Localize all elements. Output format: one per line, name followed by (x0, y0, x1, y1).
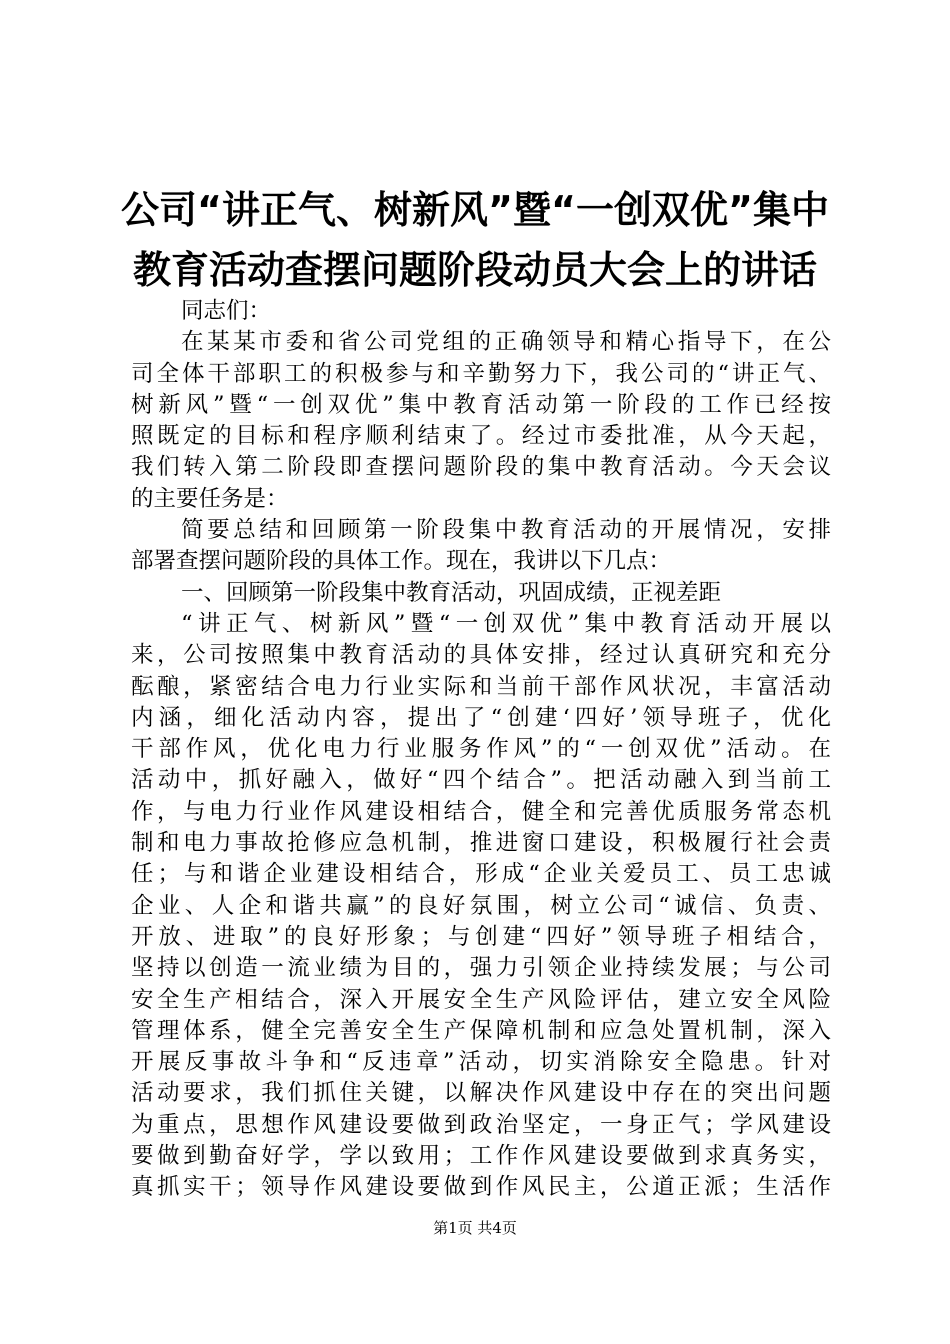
body-line: 管理体系，健全完善安全生产保障机制和应急处置机制，深入 (131, 1017, 831, 1044)
body-line: 内涵，细化活动内容，提出了“创建‘四好’领导班子，优化 (131, 704, 831, 731)
body-line: 为重点，思想作风建设要做到政治坚定，一身正气；学风建设 (131, 1111, 831, 1138)
body-line: 活动中，抓好融入，做好“四个结合”。把活动融入到当前工 (131, 767, 831, 794)
body-line: 任；与和谐企业建设相结合，形成“企业关爱员工、员工忠诚 (131, 861, 831, 888)
body-line: 真抓实干；领导作风建设要做到作风民主，公道正派；生活作 (131, 1174, 831, 1201)
body-line: 制和电力事故抢修应急机制，推进窗口建设，积极履行社会责 (131, 830, 831, 857)
body-line: 司全体干部职工的积极参与和辛勤努力下，我公司的“讲正气、 (131, 360, 831, 387)
body-line: 作，与电力行业作风建设相结合，健全和完善优质服务常态机 (131, 798, 831, 825)
body-line: 企业、人企和谐共赢”的良好氛围，树立公司“诚信、负责、 (131, 892, 831, 919)
body-line: 活动要求，我们抓住关键，以解决作风建设中存在的突出问题 (131, 1080, 831, 1107)
section-heading: 一、回顾第一阶段集中教育活动，巩固成绩，正视差距 (181, 579, 722, 606)
body-line: 在某某市委和省公司党组的正确领导和精心指导下，在公 (181, 329, 831, 356)
body-line: 的主要任务是： (131, 485, 289, 512)
body-line: 我们转入第二阶段即查摆问题阶段的集中教育活动。今天会议 (131, 454, 831, 481)
body-line: 树新风”暨“一创双优”集中教育活动第一阶段的工作已经按 (131, 391, 831, 418)
body-line: 干部作风，优化电力行业服务作风”的“一创双优”活动。在 (131, 736, 831, 763)
salutation: 同志们： (181, 298, 272, 324)
body-line: 来，公司按照集中教育活动的具体安排，经过认真研究和充分 (131, 642, 831, 669)
body-line: 部署查摆问题阶段的具体工作。现在，我讲以下几点： (131, 548, 672, 575)
body-line: 坚持以创造一流业绩为目的，强力引领企业持续发展；与公司 (131, 955, 831, 982)
page-number: 第1页 共4页 (433, 1219, 517, 1237)
body-line: 照既定的目标和程序顺利结束了。经过市委批准，从今天起， (131, 423, 831, 450)
body-line: “讲正气、树新风”暨“一创双优”集中教育活动开展以 (181, 610, 831, 637)
document-title-line-2: 教育活动查摆问题阶段动员大会上的讲话 (132, 248, 817, 292)
body-line: 开展反事故斗争和“反违章”活动，切实消除安全隐患。针对 (131, 1049, 831, 1076)
body-line: 简要总结和回顾第一阶段集中教育活动的开展情况，安排 (181, 517, 831, 544)
body-line: 安全生产相结合，深入开展安全生产风险评估，建立安全风险 (131, 986, 831, 1013)
document-body (131, 296, 831, 1204)
body-line: 要做到勤奋好学，学以致用；工作作风建设要做到求真务实， (131, 1143, 831, 1170)
document-title-line-1: 公司“讲正气、树新风”暨“一创双优”集中 (121, 188, 829, 232)
body-line: 酝酿，紧密结合电力行业实际和当前干部作风状况，丰富活动 (131, 673, 831, 700)
body-line: 开放、进取”的良好形象；与创建“四好”领导班子相结合， (131, 923, 831, 950)
